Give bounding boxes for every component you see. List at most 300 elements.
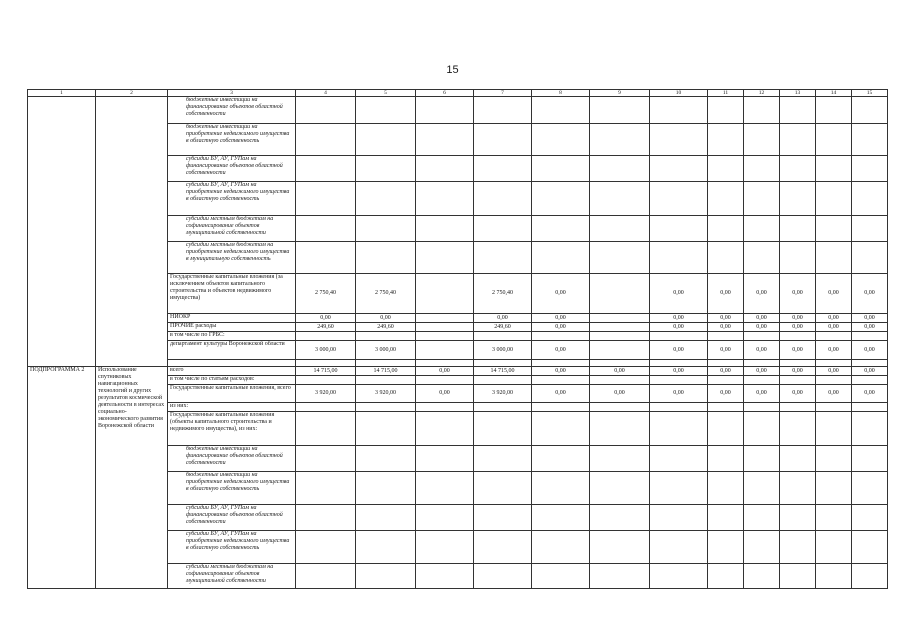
value-cell [780, 472, 816, 505]
value-cell [744, 531, 780, 564]
value-cell [590, 182, 650, 216]
expense-label-cell: субсидии БУ, АУ, ГУПам на финансирование объектов областной собственности [168, 505, 296, 531]
value-cell [816, 531, 852, 564]
value-cell [590, 274, 650, 314]
value-cell: 3 920,00 [296, 385, 356, 403]
column-number: 13 [780, 90, 816, 97]
value-cell [296, 472, 356, 505]
column-number: 15 [852, 90, 888, 97]
value-cell [296, 505, 356, 531]
value-cell [744, 505, 780, 531]
value-cell: 3 920,00 [474, 385, 532, 403]
value-cell: 0,00 [780, 341, 816, 360]
value-cell [708, 242, 744, 274]
value-cell [474, 360, 532, 367]
expense-label-cell: бюджетные инвестиции на приобретение недвижимого имущества в областную собственность [168, 124, 296, 156]
value-cell [416, 531, 474, 564]
value-cell [474, 412, 532, 446]
value-cell [816, 564, 852, 589]
value-cell [780, 332, 816, 341]
value-cell [650, 446, 708, 472]
expense-label-cell: бюджетные инвестиции на финансирование объектов областной собственности [168, 446, 296, 472]
value-cell [474, 242, 532, 274]
value-cell [532, 216, 590, 242]
value-cell [590, 472, 650, 505]
value-cell [416, 332, 474, 341]
value-cell [356, 97, 416, 124]
value-cell [296, 97, 356, 124]
value-cell [474, 332, 532, 341]
value-cell [474, 156, 532, 182]
column-number: 7 [474, 90, 532, 97]
value-cell [474, 182, 532, 216]
value-cell [532, 564, 590, 589]
value-cell [816, 242, 852, 274]
value-cell [590, 376, 650, 385]
value-cell [296, 412, 356, 446]
value-cell [296, 216, 356, 242]
value-cell [852, 242, 888, 274]
value-cell [590, 564, 650, 589]
value-cell [780, 564, 816, 589]
value-cell [356, 332, 416, 341]
page-number: 15 [446, 64, 459, 76]
value-cell [780, 156, 816, 182]
value-cell [416, 124, 474, 156]
value-cell: 0,00 [650, 323, 708, 332]
value-cell: 0,00 [744, 385, 780, 403]
value-cell [744, 216, 780, 242]
value-cell [816, 97, 852, 124]
value-cell: 0,00 [416, 367, 474, 376]
table-header-row [28, 90, 888, 97]
value-cell [816, 360, 852, 367]
value-cell [650, 242, 708, 274]
value-cell [852, 360, 888, 367]
value-cell [780, 242, 816, 274]
value-cell [744, 124, 780, 156]
value-cell [474, 446, 532, 472]
value-cell [816, 403, 852, 412]
value-cell [708, 376, 744, 385]
value-cell [650, 156, 708, 182]
expense-label-cell: субсидии БУ, АУ, ГУПам на финансирование объектов областной собственности [168, 156, 296, 182]
value-cell [532, 156, 590, 182]
value-cell: 0,00 [780, 314, 816, 323]
value-cell [416, 216, 474, 242]
value-cell [744, 242, 780, 274]
value-cell [416, 403, 474, 412]
value-cell [532, 446, 590, 472]
value-cell [590, 403, 650, 412]
value-cell: 0,00 [816, 367, 852, 376]
value-cell [744, 472, 780, 505]
value-cell [650, 403, 708, 412]
value-cell [474, 403, 532, 412]
value-cell [816, 446, 852, 472]
budget-table [27, 89, 888, 589]
value-cell: 0,00 [708, 274, 744, 314]
value-cell [474, 531, 532, 564]
value-cell [852, 97, 888, 124]
value-cell [780, 403, 816, 412]
table-row [28, 97, 888, 124]
value-cell [650, 332, 708, 341]
value-cell [852, 505, 888, 531]
value-cell: 0,00 [816, 323, 852, 332]
value-cell: 0,00 [708, 367, 744, 376]
value-cell [816, 216, 852, 242]
value-cell: 0,00 [590, 367, 650, 376]
value-cell [708, 182, 744, 216]
value-cell: 0,00 [708, 385, 744, 403]
value-cell: 0,00 [532, 323, 590, 332]
value-cell: 3 000,00 [356, 341, 416, 360]
value-cell [650, 97, 708, 124]
value-cell [744, 376, 780, 385]
value-cell [590, 314, 650, 323]
empty-cell [28, 97, 96, 367]
value-cell: 0,00 [416, 385, 474, 403]
value-cell [650, 412, 708, 446]
value-cell [416, 412, 474, 446]
value-cell [532, 531, 590, 564]
value-cell [590, 323, 650, 332]
value-cell: 0,00 [780, 274, 816, 314]
value-cell [416, 274, 474, 314]
expense-label-cell [168, 360, 296, 367]
value-cell [416, 182, 474, 216]
value-cell: 0,00 [816, 385, 852, 403]
value-cell [852, 216, 888, 242]
value-cell [296, 332, 356, 341]
value-cell: 0,00 [532, 367, 590, 376]
value-cell [416, 376, 474, 385]
value-cell: 14 715,00 [356, 367, 416, 376]
expense-label-cell: Государственные капитальные вложения (за исключением объектов капитального строительства и объектов недвижимого имущества) [168, 274, 296, 314]
expense-label-cell: департамент культуры Воронежской области [168, 341, 296, 360]
value-cell [708, 446, 744, 472]
value-cell: 0,00 [852, 341, 888, 360]
value-cell [708, 124, 744, 156]
value-cell: 0,00 [532, 341, 590, 360]
value-cell: 0,00 [650, 274, 708, 314]
column-number: 12 [744, 90, 780, 97]
column-number: 8 [532, 90, 590, 97]
value-cell [590, 124, 650, 156]
value-cell [532, 412, 590, 446]
value-cell [296, 182, 356, 216]
value-cell [532, 124, 590, 156]
column-number: 11 [708, 90, 744, 97]
value-cell: 249,60 [474, 323, 532, 332]
value-cell [296, 403, 356, 412]
value-cell [650, 124, 708, 156]
value-cell [780, 412, 816, 446]
value-cell: 0,00 [744, 341, 780, 360]
value-cell: 0,00 [780, 385, 816, 403]
value-cell [708, 403, 744, 412]
value-cell: 249,60 [296, 323, 356, 332]
column-number: 5 [356, 90, 416, 97]
value-cell [852, 376, 888, 385]
value-cell: 0,00 [852, 385, 888, 403]
value-cell [474, 216, 532, 242]
value-cell: 0,00 [590, 385, 650, 403]
value-cell [296, 531, 356, 564]
value-cell: 0,00 [650, 367, 708, 376]
value-cell [650, 376, 708, 385]
value-cell: 14 715,00 [296, 367, 356, 376]
value-cell [532, 472, 590, 505]
value-cell [816, 505, 852, 531]
value-cell [416, 505, 474, 531]
value-cell [356, 216, 416, 242]
value-cell [852, 124, 888, 156]
value-cell [744, 97, 780, 124]
value-cell: 2 750,40 [356, 274, 416, 314]
value-cell [816, 472, 852, 505]
value-cell [356, 505, 416, 531]
expense-label-cell: в том числе по статьям расходов: [168, 376, 296, 385]
value-cell [356, 242, 416, 274]
value-cell [650, 472, 708, 505]
value-cell [532, 97, 590, 124]
value-cell [590, 97, 650, 124]
value-cell [708, 332, 744, 341]
value-cell: 2 750,40 [296, 274, 356, 314]
value-cell [852, 332, 888, 341]
expense-label-cell: субсидии местным бюджетам на софинансирование объектов муниципальной собственности [168, 564, 296, 589]
value-cell [852, 564, 888, 589]
value-cell [852, 182, 888, 216]
value-cell [744, 564, 780, 589]
value-cell: 0,00 [780, 367, 816, 376]
value-cell [356, 531, 416, 564]
value-cell [474, 472, 532, 505]
value-cell [296, 360, 356, 367]
expense-label-cell: НИОКР [168, 314, 296, 323]
value-cell [744, 360, 780, 367]
value-cell: 0,00 [744, 274, 780, 314]
value-cell [532, 332, 590, 341]
value-cell: 0,00 [852, 323, 888, 332]
value-cell [650, 360, 708, 367]
value-cell [416, 242, 474, 274]
expense-label-cell: Государственные капитальные вложения, всего [168, 385, 296, 403]
value-cell [852, 531, 888, 564]
value-cell [816, 376, 852, 385]
value-cell [532, 505, 590, 531]
value-cell: 0,00 [532, 274, 590, 314]
value-cell [296, 446, 356, 472]
value-cell: 2 750,40 [474, 274, 532, 314]
value-cell: 0,00 [816, 314, 852, 323]
value-cell: 0,00 [708, 323, 744, 332]
program-code-cell: ПОДПРОГРАММА 2 [28, 367, 96, 589]
value-cell [780, 216, 816, 242]
value-cell: 0,00 [532, 385, 590, 403]
expense-label-cell: субсидии БУ, АУ, ГУПам на приобретение недвижимого имущества в областную собственность [168, 182, 296, 216]
value-cell [416, 314, 474, 323]
value-cell: 0,00 [532, 314, 590, 323]
value-cell [416, 360, 474, 367]
value-cell [416, 323, 474, 332]
value-cell [852, 403, 888, 412]
value-cell [852, 156, 888, 182]
value-cell [356, 446, 416, 472]
value-cell: 0,00 [296, 314, 356, 323]
value-cell [532, 242, 590, 274]
expense-label-cell: из них: [168, 403, 296, 412]
value-cell [590, 360, 650, 367]
value-cell [590, 341, 650, 360]
value-cell [708, 531, 744, 564]
value-cell: 0,00 [744, 367, 780, 376]
value-cell [816, 156, 852, 182]
column-number: 1 [28, 90, 96, 97]
value-cell [356, 564, 416, 589]
value-cell [474, 124, 532, 156]
value-cell: 0,00 [708, 314, 744, 323]
value-cell [416, 341, 474, 360]
value-cell [816, 412, 852, 446]
value-cell: 0,00 [816, 341, 852, 360]
value-cell [474, 564, 532, 589]
expense-label-cell: субсидии местным бюджетам на софинансирование объектов муниципальной собственности [168, 216, 296, 242]
value-cell [356, 124, 416, 156]
value-cell [532, 376, 590, 385]
expense-label-cell: в том числе по ГРБС: [168, 332, 296, 341]
value-cell [356, 182, 416, 216]
value-cell [590, 412, 650, 446]
value-cell [744, 446, 780, 472]
value-cell [590, 156, 650, 182]
value-cell [744, 332, 780, 341]
empty-cell [96, 97, 168, 367]
column-number: 6 [416, 90, 474, 97]
value-cell [474, 376, 532, 385]
expense-label-cell: бюджетные инвестиции на финансирование объектов областной собственности [168, 97, 296, 124]
value-cell [708, 505, 744, 531]
value-cell: 0,00 [852, 274, 888, 314]
value-cell: 3 920,00 [356, 385, 416, 403]
value-cell [356, 156, 416, 182]
value-cell [532, 182, 590, 216]
value-cell [590, 216, 650, 242]
value-cell [816, 124, 852, 156]
value-cell [708, 216, 744, 242]
value-cell [474, 505, 532, 531]
value-cell [780, 124, 816, 156]
value-cell [416, 564, 474, 589]
value-cell [356, 472, 416, 505]
value-cell [744, 412, 780, 446]
value-cell: 0,00 [852, 314, 888, 323]
value-cell [650, 182, 708, 216]
value-cell [780, 505, 816, 531]
column-number: 14 [816, 90, 852, 97]
value-cell [416, 446, 474, 472]
value-cell: 0,00 [356, 314, 416, 323]
value-cell [708, 472, 744, 505]
expense-label-cell: Государственные капитальные вложения (объекты капитального строительства и недвижимого имущества), из них: [168, 412, 296, 446]
value-cell [356, 412, 416, 446]
value-cell: 0,00 [708, 341, 744, 360]
value-cell [590, 332, 650, 341]
value-cell [650, 216, 708, 242]
value-cell [650, 505, 708, 531]
value-cell: 0,00 [816, 274, 852, 314]
value-cell [296, 156, 356, 182]
value-cell [708, 564, 744, 589]
value-cell [708, 360, 744, 367]
expense-label-cell: субсидии местным бюджетам на приобретение недвижимого имущества в муниципальную собственность [168, 242, 296, 274]
value-cell [356, 360, 416, 367]
value-cell [816, 182, 852, 216]
value-cell [780, 446, 816, 472]
value-cell [532, 360, 590, 367]
value-cell [590, 531, 650, 564]
value-cell [852, 446, 888, 472]
value-cell: 0,00 [744, 314, 780, 323]
value-cell: 0,00 [650, 314, 708, 323]
value-cell [650, 531, 708, 564]
column-number: 2 [96, 90, 168, 97]
value-cell [780, 97, 816, 124]
value-cell [780, 182, 816, 216]
value-cell: 0,00 [650, 385, 708, 403]
value-cell: 249,60 [356, 323, 416, 332]
value-cell [474, 97, 532, 124]
value-cell [744, 182, 780, 216]
expense-label-cell: субсидии БУ, АУ, ГУПам на приобретение недвижимого имущества в областную собственность [168, 531, 296, 564]
value-cell [590, 446, 650, 472]
column-number: 4 [296, 90, 356, 97]
column-number: 9 [590, 90, 650, 97]
value-cell [780, 376, 816, 385]
value-cell [816, 332, 852, 341]
expense-label-cell: всего [168, 367, 296, 376]
value-cell [532, 403, 590, 412]
value-cell: 3 000,00 [474, 341, 532, 360]
value-cell [416, 472, 474, 505]
value-cell [296, 564, 356, 589]
expense-label-cell: ПРОЧИЕ расходы [168, 323, 296, 332]
value-cell [296, 124, 356, 156]
value-cell [416, 156, 474, 182]
value-cell [356, 403, 416, 412]
value-cell [852, 412, 888, 446]
value-cell [852, 472, 888, 505]
value-cell: 0,00 [744, 323, 780, 332]
value-cell [650, 564, 708, 589]
value-cell [416, 97, 474, 124]
value-cell [708, 156, 744, 182]
value-cell: 0,00 [474, 314, 532, 323]
value-cell [590, 242, 650, 274]
value-cell: 14 715,00 [474, 367, 532, 376]
value-cell: 3 000,00 [296, 341, 356, 360]
value-cell [780, 531, 816, 564]
value-cell: 0,00 [852, 367, 888, 376]
column-number: 3 [168, 90, 296, 97]
value-cell [590, 505, 650, 531]
value-cell [296, 242, 356, 274]
column-number: 10 [650, 90, 708, 97]
table-row [28, 367, 888, 376]
value-cell: 0,00 [780, 323, 816, 332]
